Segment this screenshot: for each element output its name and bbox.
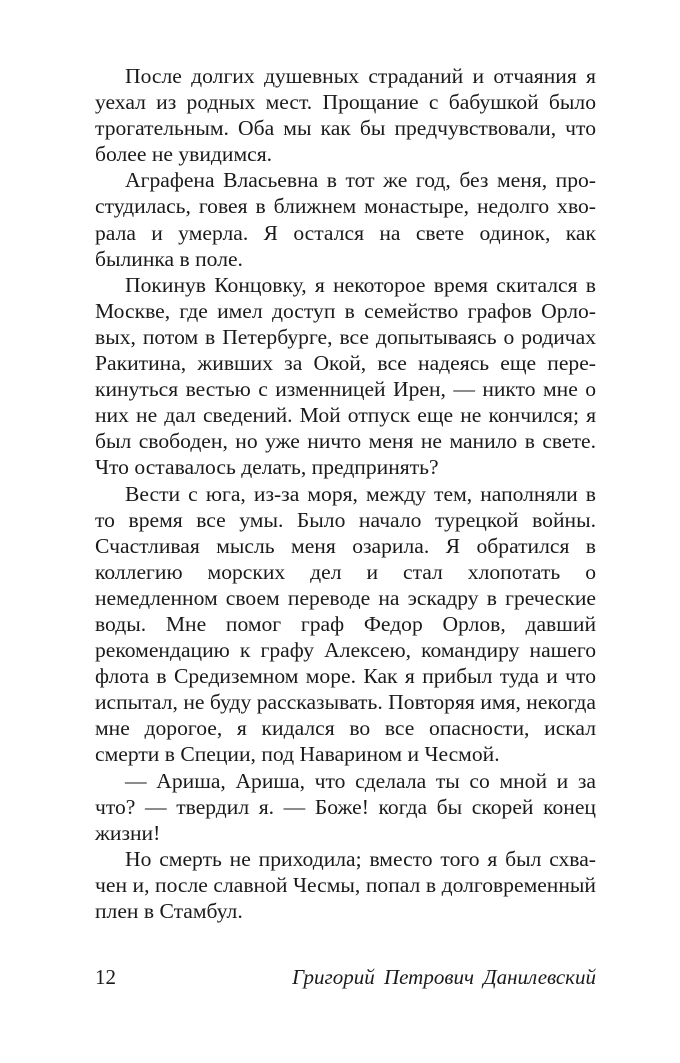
paragraph: Вести с юга, из-за моря, между тем, наполняли в то время все умы. Было начало турецкой войны. Счастливая мысль меня озарила. Я обратился в коллегию морских дел и стал хлопотать о немедленном своем переводе на эскадру в греческие воды. Мне помог граф Федор Орлов, давший рекомендацию к графу Алексею, командиру нашего флота в Средиземном море. Как я прибыл туда и что испытал, не буду рассказывать. Повторяя имя, некогда мне дорогое, я кидался во все опасности, искал смерти в Специи, под Наварином и Чесмой.	[95, 481, 596, 767]
paragraph: Покинув Концовку, я некоторое время скитался в Москве, где имел доступ в семейство графов Орловых, потом в Петербурге, все допытываясь о родичах Ракитина, живших за Окой, все надеясь еще перекинуться вестью с изменницей Ирен, — никто мне о них не дал сведений. Мой отпуск еще не кончился; я был свободен, но уже ничто меня не манило в свете. Что оставалось делать, предпринять?	[95, 272, 596, 480]
paragraph: После долгих душевных страданий и отчаяния я уехал из родных мест. Прощание с бабушкой было трогательным. Оба мы как бы предчувствовали, что более не увидимся.	[95, 64, 596, 167]
running-title: Григорий Петрович Данилевский	[292, 965, 596, 989]
paragraph: — Ариша, Ариша, что сделала ты со мной и за что? — твердил я. — Боже! когда бы скорей конец жизни!	[95, 768, 596, 845]
page-footer	[95, 962, 596, 992]
page-text	[95, 63, 596, 924]
paragraph: Но смерть не приходила; вместо того я был схвачен и, после славной Чесмы, попал в долговременный плен в Стамбул.	[95, 846, 596, 923]
paragraph: Аграфена Власьевна в тот же год, без меня, простудилась, говея в ближнем монастыре, недолго хворала и умерла. Я остался на свете одинок, как былинка в поле.	[95, 168, 596, 271]
page-number: 12	[95, 965, 116, 989]
